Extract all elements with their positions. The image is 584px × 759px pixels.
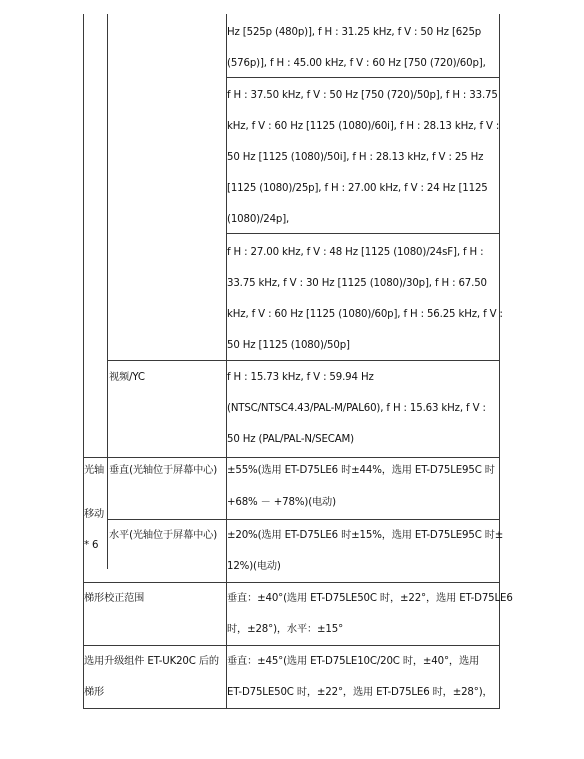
lens-shift-horizontal-text-line: 12%)(电动) xyxy=(227,561,281,572)
video-yc-text-line: f H : 15.73 kHz, f V : 59.94 Hz xyxy=(227,372,374,383)
lens-shift-label: * 6 xyxy=(84,540,99,551)
group-column-divider xyxy=(107,14,108,569)
keystone-text-line: 时，±28°)，水平：±15° xyxy=(227,624,344,635)
lens-shift-horizontal-label: 水平(光轴位于屏幕中心) xyxy=(109,530,218,541)
lens-shift-vertical-label: 垂直(光轴位于屏幕中心) xyxy=(109,465,218,476)
lens-shift-horizontal-text-line: ±20%(选用 ET-D75LE6 时±15%，选用 ET-D75LE95C 时± xyxy=(227,530,504,541)
row-divider xyxy=(226,77,500,78)
table-border-bottom xyxy=(83,708,500,709)
row-divider xyxy=(107,360,500,361)
row-divider xyxy=(83,582,500,583)
freq-text-line: (576p)], f H : 45.00 kHz, f V : 60 Hz [750 (720)/60p], xyxy=(227,58,486,69)
freq-text-line: (1080)/24p], xyxy=(227,214,290,225)
freq-text-line: 33.75 kHz, f V : 30 Hz [1125 (1080)/30p], f H : 67.50 xyxy=(227,278,487,289)
keystone-label: 梯形校正范围 xyxy=(84,593,145,604)
lens-shift-label: 移动 xyxy=(84,509,105,520)
freq-text-line: 50 Hz [1125 (1080)/50i], f H : 28.13 kHz, f V : 25 Hz xyxy=(227,152,484,163)
keystone-text-line: 垂直：±40°(选用 ET-D75LE50C 时，±22°，选用 ET-D75LE6 xyxy=(227,593,513,604)
freq-text-line: f H : 37.50 kHz, f V : 50 Hz [750 (720)/50p], f H : 33.75 xyxy=(227,90,498,101)
spec-table xyxy=(83,14,513,709)
row-divider xyxy=(83,457,500,458)
row-divider xyxy=(83,645,500,646)
freq-text-line: kHz, f V : 60 Hz [1125 (1080)/60i], f H : 28.13 kHz, f V : xyxy=(227,121,500,132)
lens-shift-label: 光轴 xyxy=(84,465,105,476)
row-divider xyxy=(107,519,500,520)
row-divider xyxy=(226,233,500,234)
freq-text-line: [1125 (1080)/25p], f H : 27.00 kHz, f V : 24 Hz [1125 xyxy=(227,183,488,194)
freq-text-line: Hz [525p (480p)], f H : 31.25 kHz, f V : 50 Hz [625p xyxy=(227,27,482,38)
upgrade-keystone-text-line: ET-D75LE50C 时，±22°，选用 ET-D75LE6 时，±28°)， xyxy=(227,687,493,698)
upgrade-keystone-label: 梯形 xyxy=(84,687,105,698)
video-yc-text-line: 50 Hz (PAL/PAL-N/SECAM) xyxy=(227,434,354,445)
freq-text-line: kHz, f V : 60 Hz [1125 (1080)/60p], f H : 56.25 kHz, f V : xyxy=(227,309,503,320)
lens-shift-vertical-text-line: +68% － +78%)(电动) xyxy=(227,497,336,508)
freq-text-line: f H : 27.00 kHz, f V : 48 Hz [1125 (1080)/24sF], f H : xyxy=(227,247,484,258)
video-yc-label: 视频/YC xyxy=(109,372,145,383)
upgrade-keystone-label: 选用升级组件 ET-UK20C 后的 xyxy=(84,656,219,667)
freq-text-line: 50 Hz [1125 (1080)/50p] xyxy=(227,340,350,351)
upgrade-keystone-text-line: 垂直：±45°(选用 ET-D75LE10C/20C 时，±40°，选用 xyxy=(227,656,480,667)
video-yc-text-line: (NTSC/NTSC4.43/PAL-M/PAL60), f H : 15.63 kHz, f V : xyxy=(227,403,486,414)
lens-shift-vertical-text-line: ±55%(选用 ET-D75LE6 时±44%，选用 ET-D75LE95C 时 xyxy=(227,465,495,476)
